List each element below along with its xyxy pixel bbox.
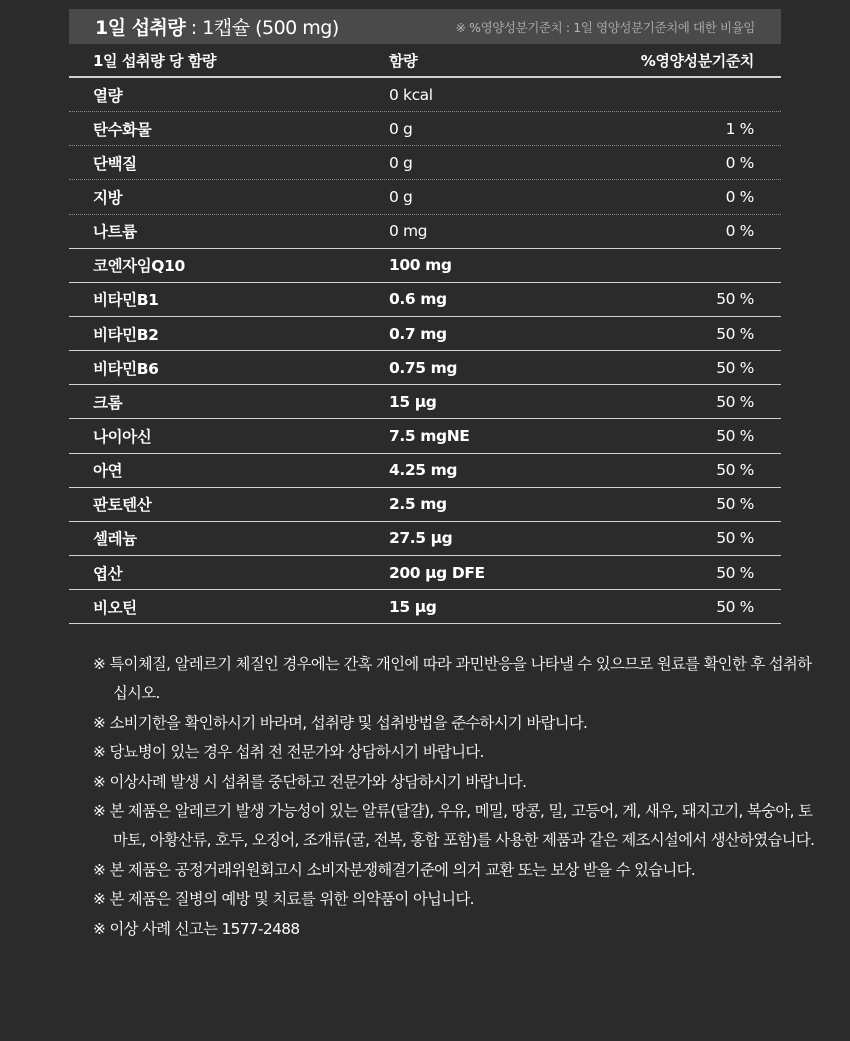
nutrient-percent: 50 % <box>716 290 754 309</box>
nutrient-amount: 7.5 mgNE <box>389 426 470 445</box>
nutrient-amount: 0 mg <box>389 222 428 241</box>
column-header-percent: %영양성분기준치 <box>640 51 754 70</box>
nutrient-name: 나이아신 <box>93 427 152 446</box>
nutrient-name: 아연 <box>93 462 123 481</box>
nutrient-percent: 50 % <box>716 358 754 377</box>
nutrient-amount: 200 μg DFE <box>389 563 485 582</box>
nutrient-name: 코엔자임Q10 <box>93 257 185 276</box>
nutrient-percent: 50 % <box>716 392 754 411</box>
caution-note: ※ 본 제품은 알레르기 발생 가능성이 있는 알류(달걀), 우유, 메밀, 땅콩, 밀, 고등어, 게, 새우, 돼지고기, 복숭아, 토마토, 아황산류, 호두, 오징어, 조개류(굴, 전복, 홍합 포함)를 사용한 제품과 같은 제조시설에서 생산하였습니다. <box>93 802 815 850</box>
nutrient-amount: 27.5 μg <box>389 529 453 548</box>
nutrient-percent: 50 % <box>716 461 754 480</box>
table-row <box>69 78 781 112</box>
nutrient-name: 비오틴 <box>93 598 137 617</box>
nutrient-amount: 100 mg <box>389 256 452 275</box>
nutrient-percent: 0 % <box>725 222 754 241</box>
table-row <box>69 556 781 590</box>
nutrient-percent: 50 % <box>716 324 754 343</box>
nutrient-name: 셀레늄 <box>93 530 137 549</box>
daily-value-note: ※ %영양성분기준치 : 1일 영양성분기준치에 대한 비율임 <box>455 19 755 35</box>
nutrient-percent: 50 % <box>716 529 754 548</box>
nutrient-percent: 50 % <box>716 426 754 445</box>
caution-notes <box>93 650 823 944</box>
table-row <box>69 283 781 317</box>
table-row <box>69 146 781 180</box>
nutrient-name: 판토텐산 <box>93 496 152 515</box>
caution-note: ※ 이상 사례 신고는 1577-2488 <box>93 919 300 938</box>
table-row <box>69 385 781 419</box>
table-row <box>69 112 781 146</box>
table-row <box>69 249 781 283</box>
serving-size-title <box>95 13 339 40</box>
caution-note: ※ 특이체질, 알레르기 체질인 경우에는 간혹 개인에 따라 과민반응을 나타낼 수 있으므로 원료를 확인한 후 섭취하십시오. <box>93 655 812 703</box>
table-row <box>69 454 781 488</box>
caution-note: ※ 본 제품은 공정거래위원회고시 소비자분쟁해결기준에 의거 교환 또는 보상 받을 수 있습니다. <box>93 860 696 879</box>
nutrient-amount: 0 g <box>389 153 413 172</box>
nutrition-facts-table <box>69 9 781 624</box>
nutrient-name: 비타민B6 <box>93 359 159 378</box>
caution-note: ※ 본 제품은 질병의 예방 및 치료를 위한 의약품이 아닙니다. <box>93 890 474 909</box>
caution-note: ※ 이상사례 발생 시 섭취를 중단하고 전문가와 상담하시기 바랍니다. <box>93 772 527 791</box>
serving-size-label: 1일 섭취량 <box>95 17 186 39</box>
nutrient-name: 단백질 <box>93 154 137 173</box>
caution-note: ※ 당뇨병이 있는 경우 섭취 전 전문가와 상담하시기 바랍니다. <box>93 743 484 762</box>
nutrient-name: 엽산 <box>93 564 123 583</box>
nutrient-name: 나트륨 <box>93 223 137 242</box>
nutrient-amount: 0 kcal <box>389 85 433 104</box>
nutrient-amount: 0 g <box>389 187 413 206</box>
table-row <box>69 419 781 453</box>
nutrient-percent: 50 % <box>716 495 754 514</box>
nutrient-amount: 0.7 mg <box>389 324 447 343</box>
table-row <box>69 488 781 522</box>
nutrient-amount: 0 g <box>389 119 413 138</box>
table-row <box>69 180 781 214</box>
nutrient-percent: 0 % <box>725 153 754 172</box>
nutrient-percent: 50 % <box>716 597 754 616</box>
nutrient-name: 크롬 <box>93 393 123 412</box>
nutrient-amount: 15 μg <box>389 597 437 616</box>
column-header-row <box>69 44 781 78</box>
nutrient-percent: 0 % <box>725 187 754 206</box>
nutrient-amount: 4.25 mg <box>389 461 458 480</box>
nutrient-name: 열량 <box>93 86 123 105</box>
nutrient-name: 지방 <box>93 188 123 207</box>
nutrient-percent: 1 % <box>725 119 754 138</box>
nutrient-rows <box>69 78 781 624</box>
table-row <box>69 351 781 385</box>
nutrient-name: 비타민B2 <box>93 325 159 344</box>
column-header-name: 1일 섭취량 당 함량 <box>93 51 217 70</box>
nutrient-name: 탄수화물 <box>93 120 152 139</box>
nutrient-amount: 0.6 mg <box>389 290 447 309</box>
table-row <box>69 317 781 351</box>
nutrient-name: 비타민B1 <box>93 291 159 310</box>
column-header-amount: 함량 <box>389 51 418 70</box>
serving-size-header <box>69 9 781 44</box>
serving-size-value: : 1캡슐 (500 mg) <box>185 17 339 39</box>
table-row <box>69 590 781 624</box>
table-row <box>69 522 781 556</box>
nutrient-percent: 50 % <box>716 563 754 582</box>
nutrient-amount: 0.75 mg <box>389 358 458 377</box>
table-row <box>69 215 781 249</box>
caution-note: ※ 소비기한을 확인하시기 바라며, 섭취량 및 섭취방법을 준수하시기 바랍니다. <box>93 713 588 732</box>
nutrient-amount: 15 μg <box>389 392 437 411</box>
nutrient-amount: 2.5 mg <box>389 495 447 514</box>
